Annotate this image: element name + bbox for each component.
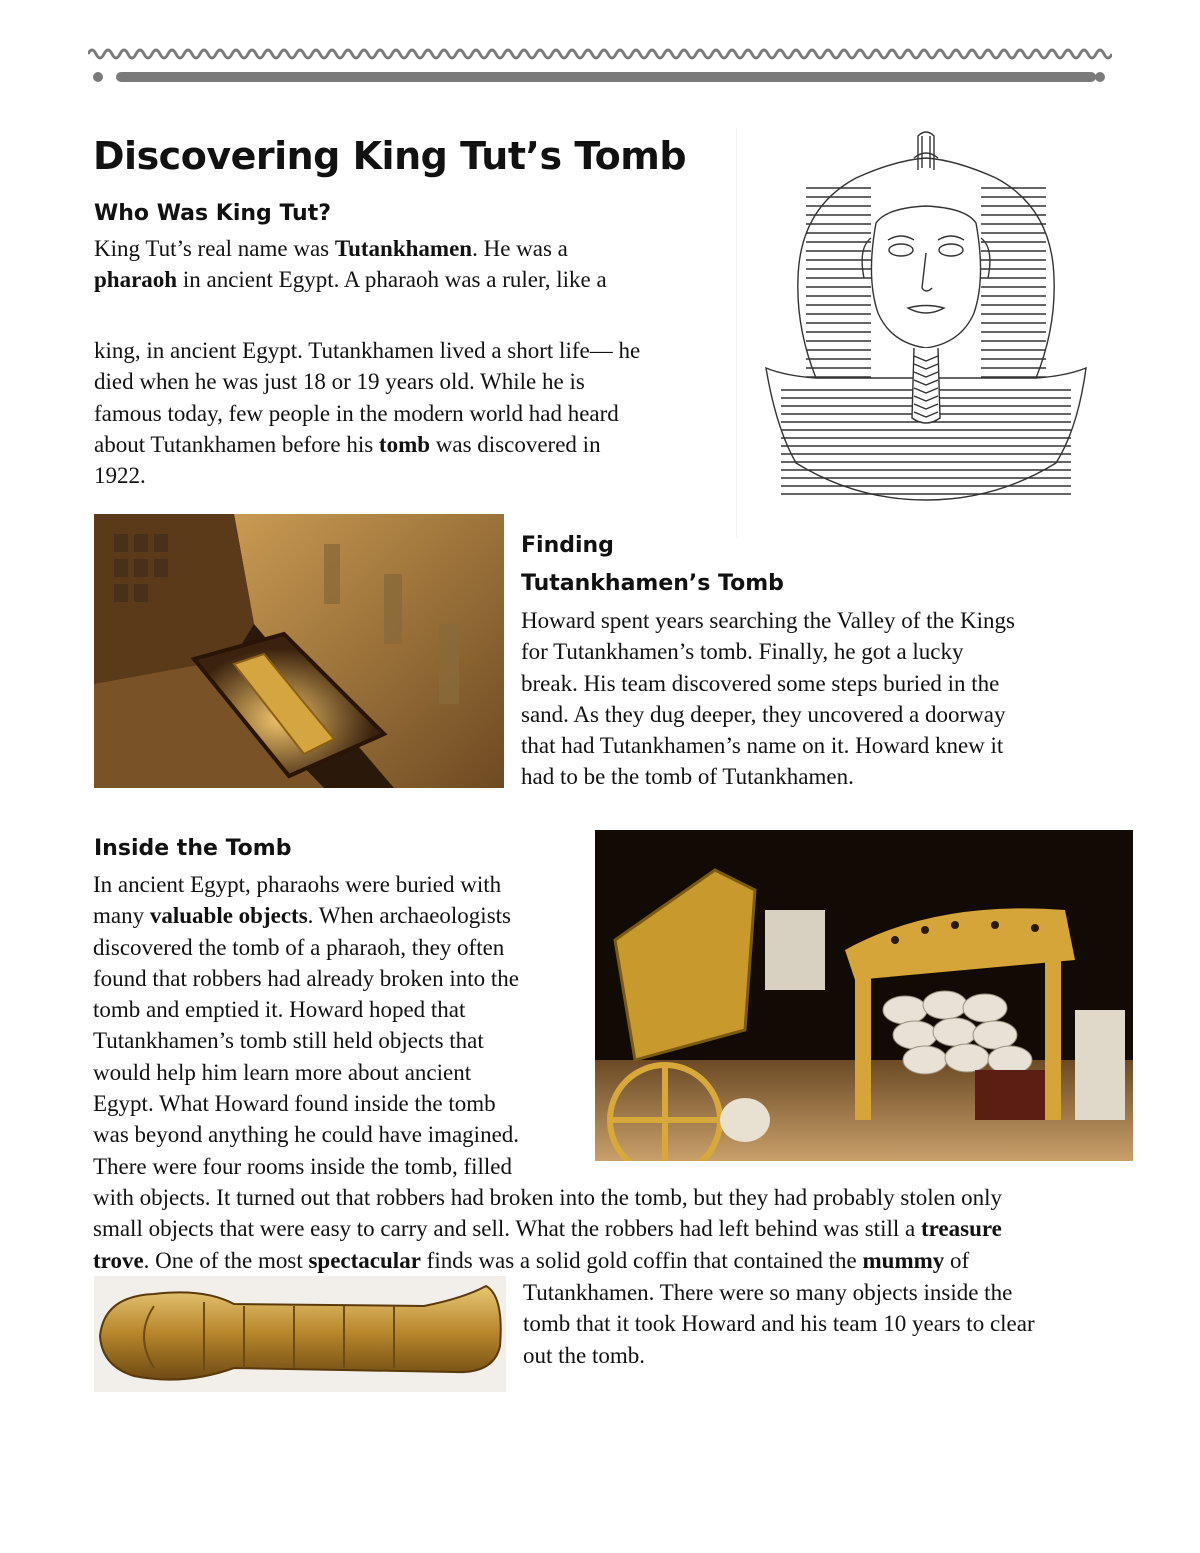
text-run: . He was a xyxy=(472,236,568,261)
text-run: There were four rooms inside the tomb, filled xyxy=(93,1153,512,1179)
text-run: Howard spent years searching the Valley of the Kings xyxy=(521,608,1015,633)
text-run: famous today, few people in the modern world had heard xyxy=(94,400,619,426)
section1-paragraph-part2 xyxy=(94,335,640,491)
section-heading-finding-line2: Tutankhamen’s Tomb xyxy=(521,571,784,596)
text-run: break. His team discovered some steps buried in the xyxy=(521,670,1000,696)
section-heading-inside-the-tomb: Inside the Tomb xyxy=(94,836,292,861)
text-run: tomb and emptied it. Howard hoped that xyxy=(93,997,466,1023)
text-run: about Tutankhamen before his xyxy=(94,431,379,457)
text-line xyxy=(93,994,519,1025)
gold-coffin-photo xyxy=(94,1276,506,1392)
section3-paragraph-narrow xyxy=(93,869,519,1182)
pharaoh-mask-image xyxy=(736,128,1108,538)
text-run: would help him learn more about ancient xyxy=(93,1059,472,1085)
text-line xyxy=(521,668,1015,699)
text-run: in ancient Egypt. A pharaoh was a ruler, like a xyxy=(177,267,607,293)
text-run: of xyxy=(944,1247,970,1273)
text-line xyxy=(523,1277,1035,1308)
text-run: In ancient Egypt, pharaohs were buried with xyxy=(93,872,502,897)
text-line xyxy=(93,1025,519,1056)
text-line xyxy=(521,605,1015,636)
section-heading-finding-line1: Finding xyxy=(521,533,614,558)
text-line xyxy=(93,1119,519,1150)
text-line xyxy=(523,1308,1035,1339)
text-run: king, in ancient Egypt. Tutankhamen lived a short life— he xyxy=(94,338,641,363)
text-line xyxy=(94,233,607,264)
section2-paragraph xyxy=(521,605,1015,793)
text-line xyxy=(94,429,640,460)
text-run: . One of the most xyxy=(143,1247,309,1273)
text-run: King Tut’s real name was xyxy=(94,236,335,261)
text-line xyxy=(93,900,519,931)
tomb-treasures-photo xyxy=(595,830,1133,1161)
bold-term: tomb xyxy=(378,431,431,457)
text-line xyxy=(93,1182,1002,1213)
text-line xyxy=(93,1151,519,1182)
text-line xyxy=(93,1245,1002,1276)
bold-term: mummy xyxy=(862,1247,945,1273)
text-line xyxy=(94,460,640,491)
text-line xyxy=(521,636,1015,667)
bold-term: pharaoh xyxy=(94,267,178,293)
section-heading-who-was-king-tut: Who Was King Tut? xyxy=(94,201,331,226)
text-line xyxy=(521,730,1015,761)
text-run: discovered the tomb of a pharaoh, they often xyxy=(93,934,505,960)
text-line xyxy=(93,869,519,900)
text-run: 1922. xyxy=(94,463,146,489)
text-run: died when he was just 18 or 19 years old. While he is xyxy=(94,369,585,395)
text-run: that had Tutankhamen’s name on it. Howard knew it xyxy=(521,733,1004,759)
text-run: Egypt. What Howard found inside the tomb xyxy=(93,1091,496,1117)
text-run: sand. As they dug deeper, they uncovered a doorway xyxy=(521,701,1006,727)
text-line xyxy=(93,1057,519,1088)
text-run: many xyxy=(93,903,150,929)
text-run: for Tutankhamen’s tomb. Finally, he got a lucky xyxy=(521,639,964,665)
text-line xyxy=(521,699,1015,730)
text-line xyxy=(93,963,519,994)
section3-paragraph-right xyxy=(523,1277,1035,1371)
bold-term: valuable objects xyxy=(149,903,308,929)
text-line xyxy=(523,1340,1035,1371)
text-run: out the tomb. xyxy=(523,1342,646,1368)
text-run: had to be the tomb of Tutankhamen. xyxy=(521,764,854,790)
text-run: was beyond anything he could have imagined. xyxy=(93,1122,520,1148)
text-line xyxy=(93,1213,1002,1244)
text-line xyxy=(93,1088,519,1119)
text-run: with objects. It turned out that robbers had broken into the tomb, but they had probably stolen only xyxy=(93,1185,1002,1210)
section3-paragraph-wide xyxy=(93,1182,1002,1276)
bold-term: treasure xyxy=(920,1216,1002,1242)
bold-term: trove xyxy=(93,1247,144,1273)
text-line xyxy=(521,761,1015,792)
bold-term: Tutankhamen xyxy=(334,236,473,261)
text-run: was discovered in xyxy=(430,431,601,457)
text-line xyxy=(94,366,640,397)
text-line xyxy=(94,264,607,295)
text-run: small objects that were easy to carry and sell. What the robbers had left behind was still a xyxy=(93,1216,921,1242)
section1-paragraph-part1 xyxy=(94,233,607,296)
text-line xyxy=(94,335,640,366)
text-run: finds was a solid gold coffin that contained the xyxy=(420,1247,863,1273)
text-run: found that robbers had already broken into the xyxy=(93,965,520,991)
text-run: . When archaeologists xyxy=(307,903,511,929)
burial-chamber-photo xyxy=(94,514,504,788)
text-line xyxy=(93,932,519,963)
bold-term: spectacular xyxy=(308,1247,421,1273)
text-run: Tutankhamen’s tomb still held objects that xyxy=(93,1028,484,1054)
top-border-decoration xyxy=(88,40,1112,88)
text-run: tomb that it took Howard and his team 10 years to clear xyxy=(523,1311,1035,1337)
page-title: Discovering King Tut’s Tomb xyxy=(93,134,687,178)
text-line xyxy=(94,398,640,429)
text-run: Tutankhamen. There were so many objects inside the xyxy=(523,1280,1013,1305)
